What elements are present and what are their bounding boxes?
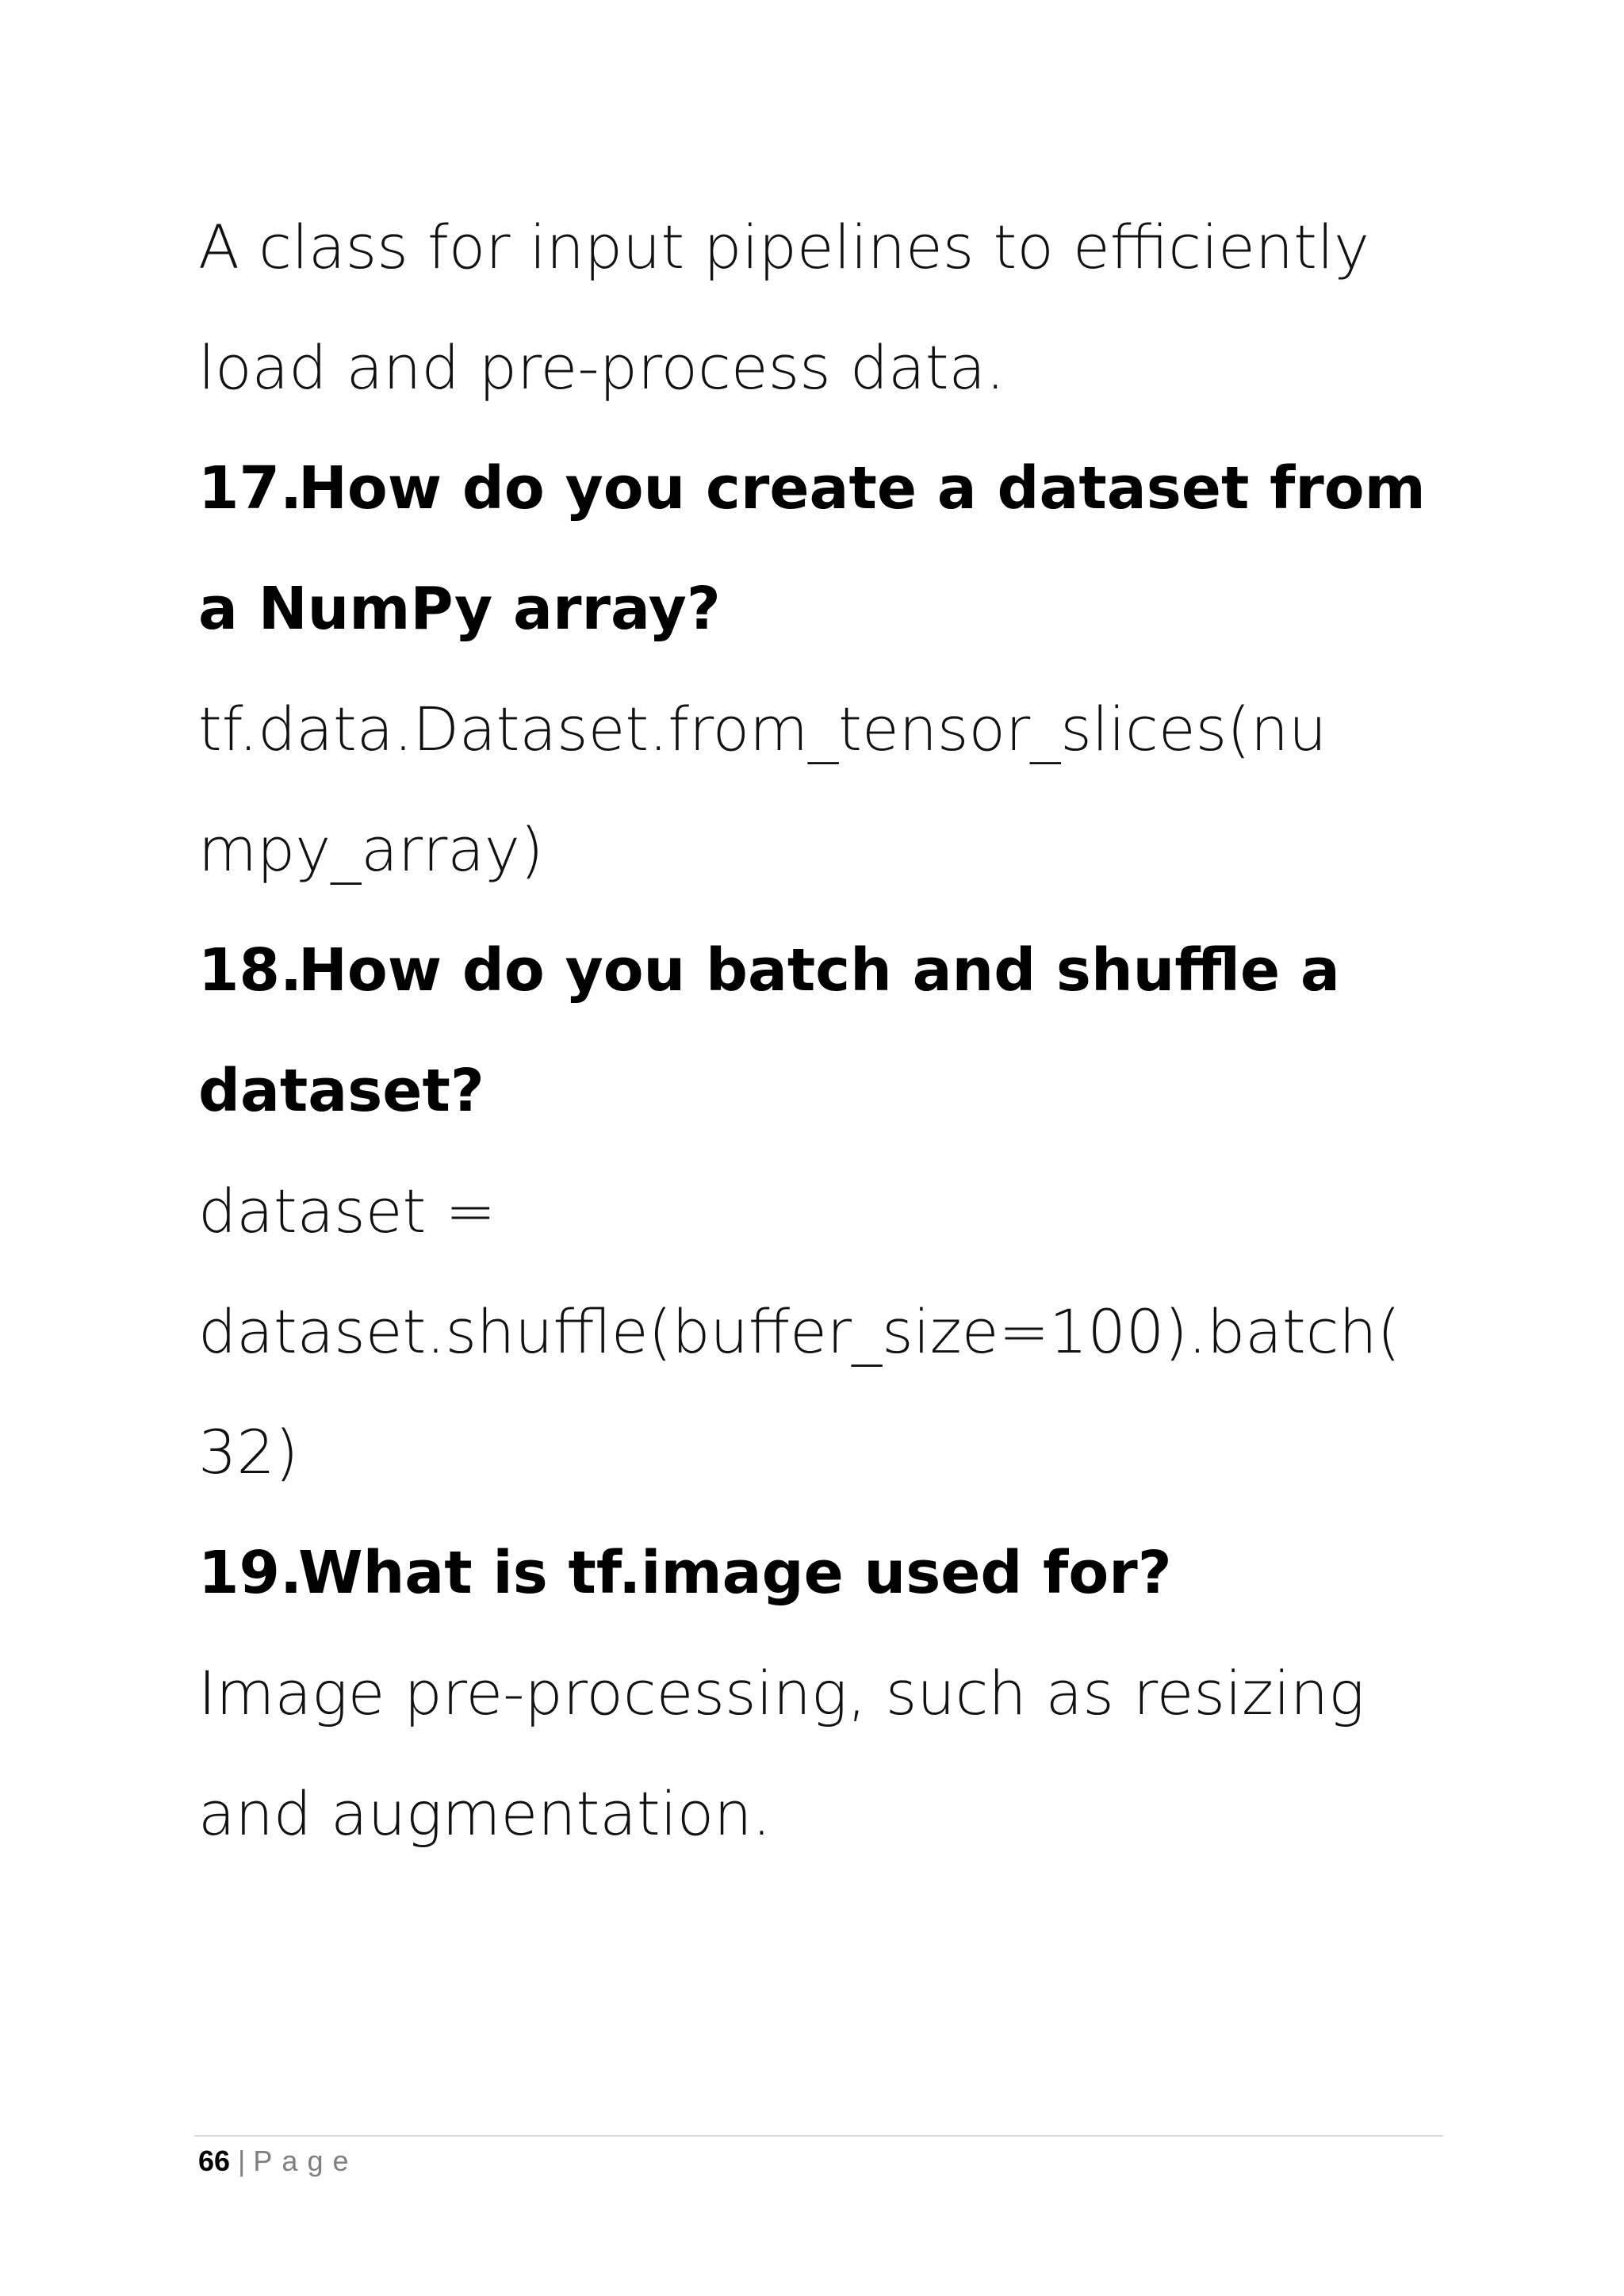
page-footer <box>198 2142 358 2180</box>
question-heading-line: a NumPy array? <box>198 575 721 643</box>
footer-divider <box>194 2135 1443 2137</box>
answer-line: dataset.shuffle(buffer_size=100).batch( <box>198 1296 1401 1367</box>
question-number: 18. <box>198 936 303 1004</box>
question-17 <box>198 428 1451 910</box>
answer-line: tf.data.Dataset.from_tensor_slices(nu <box>198 694 1327 764</box>
answer-line: and augmentation. <box>198 1778 772 1849</box>
intro-paragraph <box>198 187 1451 428</box>
question-heading <box>198 428 1451 549</box>
question-heading-line: What is tf.image used for? <box>298 1539 1172 1607</box>
page-content <box>198 187 1451 1874</box>
answer-line: mpy_array) <box>198 814 544 885</box>
question-19 <box>198 1513 1451 1874</box>
intro-line: load and pre-process data. <box>198 332 1005 403</box>
question-18 <box>198 910 1451 1513</box>
question-number: 17. <box>198 454 303 522</box>
question-number: 19. <box>198 1539 303 1607</box>
page-number: 66 <box>198 2145 231 2177</box>
question-heading <box>198 910 1451 1031</box>
page-label: Page <box>253 2145 358 2177</box>
answer-line: 32) <box>198 1417 299 1487</box>
answer-line: dataset = <box>198 1176 496 1246</box>
intro-line: A class for input pipelines to efficiently <box>198 212 1369 282</box>
question-heading-line: How do you create a dataset from <box>298 454 1426 522</box>
answer-line: Image pre-processing, such as resizing <box>198 1658 1365 1728</box>
question-heading-line: dataset? <box>198 1057 485 1125</box>
footer-separator: | <box>238 2145 246 2177</box>
question-heading-line: How do you batch and shuffle a <box>298 936 1340 1004</box>
question-heading <box>198 1513 1451 1633</box>
